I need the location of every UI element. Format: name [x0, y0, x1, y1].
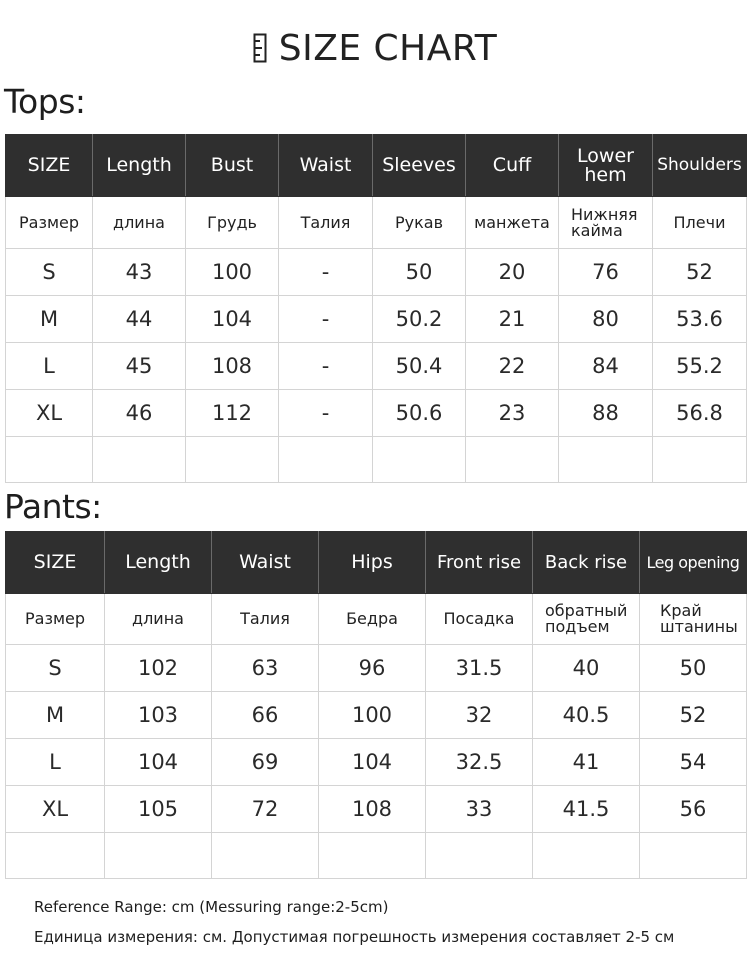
size-chart-title [0, 26, 750, 70]
table-cell: 104 [105, 739, 212, 786]
tops-russian-row [6, 197, 747, 249]
column-header: Leg opening [640, 532, 747, 594]
table-cell: 63 [212, 645, 319, 692]
table-cell: 40.5 [533, 692, 640, 739]
tops-size-table [5, 134, 747, 483]
russian-label: Край штанины [640, 594, 747, 645]
table-cell: 50 [640, 645, 747, 692]
table-cell [426, 833, 533, 879]
table-cell: 32 [426, 692, 533, 739]
table-cell: 96 [319, 645, 426, 692]
table-cell: S [6, 249, 93, 296]
table-cell: M [6, 692, 105, 739]
table-cell: 41.5 [533, 786, 640, 833]
table-cell: - [279, 343, 373, 390]
table-cell: 52 [640, 692, 747, 739]
tops-heading: Tops: [4, 82, 86, 121]
column-header: Length [105, 532, 212, 594]
table-cell: 50.2 [373, 296, 466, 343]
table-cell [93, 437, 186, 483]
table-cell [559, 437, 653, 483]
column-header: Length [93, 135, 186, 197]
table-cell [212, 833, 319, 879]
table-cell: 21 [466, 296, 559, 343]
russian-label: длина [93, 197, 186, 249]
table-cell: - [279, 249, 373, 296]
table-cell: - [279, 296, 373, 343]
table-row [6, 786, 747, 833]
table-cell: 69 [212, 739, 319, 786]
column-header: Waist [279, 135, 373, 197]
pants-size-table [5, 531, 747, 879]
pants-heading: Pants: [4, 487, 102, 526]
table-cell: 100 [186, 249, 279, 296]
table-cell: 43 [93, 249, 186, 296]
russian-label: Плечи [653, 197, 747, 249]
column-header: Lower hem [559, 135, 653, 197]
table-cell: 56.8 [653, 390, 747, 437]
column-header: Bust [186, 135, 279, 197]
column-header: Hips [319, 532, 426, 594]
table-cell: XL [6, 390, 93, 437]
russian-label: обратный подъем [533, 594, 640, 645]
russian-label: Нижняя кайма [559, 197, 653, 249]
page-title: SIZE CHART [278, 27, 498, 69]
table-cell: 44 [93, 296, 186, 343]
russian-label: Грудь [186, 197, 279, 249]
table-cell: 53.6 [653, 296, 747, 343]
table-cell [279, 437, 373, 483]
russian-label: Размер [6, 594, 105, 645]
empty-table-row [6, 437, 747, 483]
table-cell [6, 437, 93, 483]
table-cell: 20 [466, 249, 559, 296]
table-cell: 50 [373, 249, 466, 296]
ruler-icon [253, 33, 267, 63]
table-cell: 56 [640, 786, 747, 833]
table-cell: 103 [105, 692, 212, 739]
table-cell: 55.2 [653, 343, 747, 390]
table-cell [653, 437, 747, 483]
table-cell: 50.6 [373, 390, 466, 437]
empty-table-row [6, 833, 747, 879]
table-cell [186, 437, 279, 483]
table-cell: - [279, 390, 373, 437]
table-cell: 45 [93, 343, 186, 390]
table-cell [105, 833, 212, 879]
column-header: Back rise [533, 532, 640, 594]
pants-russian-row [6, 594, 747, 645]
table-cell: L [6, 739, 105, 786]
column-header: Sleeves [373, 135, 466, 197]
table-cell: 76 [559, 249, 653, 296]
table-cell: 40 [533, 645, 640, 692]
table-cell [640, 833, 747, 879]
russian-label: Посадка [426, 594, 533, 645]
table-cell [319, 833, 426, 879]
table-cell: M [6, 296, 93, 343]
table-cell: 33 [426, 786, 533, 833]
table-row [6, 296, 747, 343]
table-cell: 88 [559, 390, 653, 437]
russian-label: Рукав [373, 197, 466, 249]
table-cell: 105 [105, 786, 212, 833]
table-row [6, 343, 747, 390]
table-cell [6, 833, 105, 879]
table-cell [533, 833, 640, 879]
table-cell: 100 [319, 692, 426, 739]
table-cell [466, 437, 559, 483]
table-cell: XL [6, 786, 105, 833]
column-header: Shoulders [653, 135, 747, 197]
table-cell: 104 [319, 739, 426, 786]
reference-range-note: Reference Range: cm (Messuring range:2-5cm) [34, 898, 389, 916]
table-cell [373, 437, 466, 483]
table-cell: S [6, 645, 105, 692]
table-cell: 80 [559, 296, 653, 343]
table-cell: 112 [186, 390, 279, 437]
table-cell: 50.4 [373, 343, 466, 390]
table-cell: 72 [212, 786, 319, 833]
table-row [6, 645, 747, 692]
table-cell: 23 [466, 390, 559, 437]
table-cell: 104 [186, 296, 279, 343]
russian-label: Талия [212, 594, 319, 645]
table-cell: 46 [93, 390, 186, 437]
table-cell: 41 [533, 739, 640, 786]
table-cell: 22 [466, 343, 559, 390]
table-cell: 31.5 [426, 645, 533, 692]
table-cell: L [6, 343, 93, 390]
table-cell: 32.5 [426, 739, 533, 786]
table-row [6, 249, 747, 296]
table-cell: 102 [105, 645, 212, 692]
column-header: SIZE [6, 532, 105, 594]
table-cell: 84 [559, 343, 653, 390]
russian-label: Талия [279, 197, 373, 249]
russian-label: манжета [466, 197, 559, 249]
table-row [6, 692, 747, 739]
tops-header-row [6, 135, 747, 197]
column-header: Front rise [426, 532, 533, 594]
pants-header-row [6, 532, 747, 594]
russian-label: Бедра [319, 594, 426, 645]
table-cell: 108 [319, 786, 426, 833]
table-row [6, 390, 747, 437]
column-header: Waist [212, 532, 319, 594]
column-header: SIZE [6, 135, 93, 197]
table-cell: 52 [653, 249, 747, 296]
table-cell: 108 [186, 343, 279, 390]
reference-range-note-russian: Единица измерения: см. Допустимая погрешность измерения составляет 2-5 см [34, 928, 675, 946]
table-cell: 54 [640, 739, 747, 786]
column-header: Cuff [466, 135, 559, 197]
table-row [6, 739, 747, 786]
table-cell: 66 [212, 692, 319, 739]
russian-label: Размер [6, 197, 93, 249]
russian-label: длина [105, 594, 212, 645]
